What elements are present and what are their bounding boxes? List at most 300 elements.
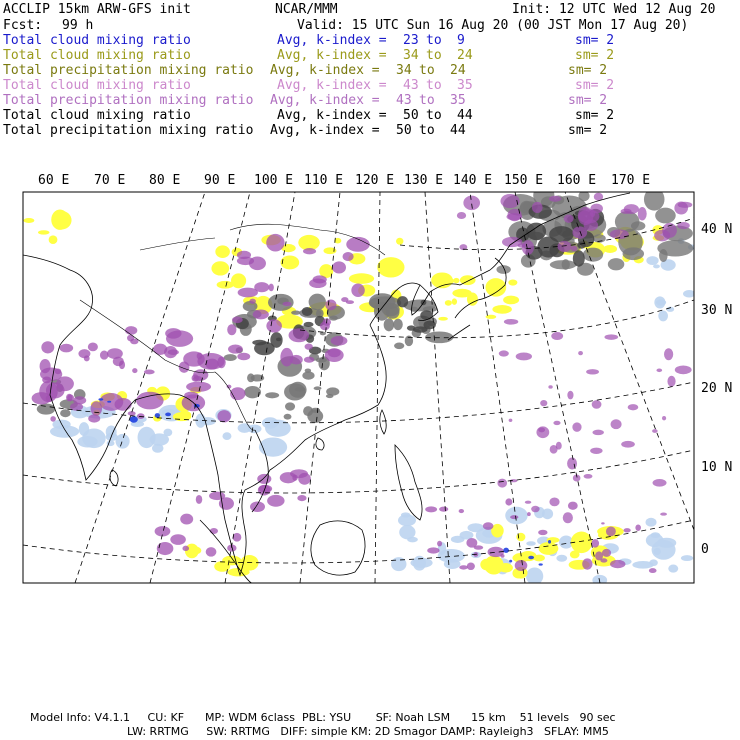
field-blob [654, 296, 665, 308]
field-blob [621, 441, 635, 448]
field-avg-label: Avg, k-index = [277, 78, 387, 93]
field-blob [459, 509, 464, 513]
field-name: Total precipitation mixing ratio [3, 63, 254, 78]
field-blob [91, 401, 102, 415]
field-blob [100, 351, 108, 360]
field-smoothing: sm= 2 [575, 48, 615, 63]
field-blob [304, 357, 314, 363]
field-blob [114, 398, 131, 411]
field-k-start: 34 [396, 63, 412, 78]
field-blob [549, 498, 559, 507]
field-k-start: 23 [403, 33, 419, 48]
field-blob [453, 278, 459, 283]
lon-label: 150 E [504, 173, 544, 188]
field-blob [578, 351, 583, 355]
field-blob [217, 410, 231, 422]
field-blob [556, 555, 567, 562]
field-blob [284, 414, 292, 420]
field-blob [567, 391, 573, 400]
field-blob [563, 512, 573, 523]
field-blob [137, 413, 145, 419]
model-info-line1: Model Info: V4.1.1 CU: KF MP: WDM 6class PBL: YSU SF: Noah LSM 15 km 51 levels 90 sec [30, 711, 616, 724]
field-blob [250, 502, 265, 512]
field-smoothing: sm= 2 [575, 33, 615, 48]
field-to: to [426, 48, 442, 63]
lon-label: 120 E [355, 173, 395, 188]
field-blob [590, 204, 603, 214]
field-blob [107, 401, 111, 403]
field-blob [427, 547, 439, 553]
field-blob [168, 349, 179, 355]
lon-label: 170 E [611, 173, 651, 188]
lat-label: 40 N [701, 222, 733, 237]
field-blob [604, 334, 618, 339]
field-blob [583, 248, 603, 262]
field-blob [247, 373, 255, 382]
field-blob [503, 548, 509, 553]
field-blob [396, 238, 403, 245]
field-blob [549, 196, 561, 202]
lon-label: 60 E [38, 173, 70, 188]
model-title: ACCLIP 15km ARW-GFS init [3, 2, 191, 17]
field-blob [657, 240, 693, 256]
field-blob [505, 498, 512, 505]
field-blob [646, 256, 658, 265]
field-blob [439, 507, 448, 512]
field-blob [394, 343, 404, 350]
field-blob [606, 527, 616, 537]
field-blob [504, 319, 518, 325]
lon-label: 80 E [149, 173, 181, 188]
field-blob [130, 416, 138, 422]
field-blob [192, 374, 199, 381]
field-blob [282, 302, 291, 306]
field-blob [155, 413, 160, 418]
field-blob [59, 344, 73, 353]
field-blob [88, 414, 100, 422]
field-blob [289, 328, 309, 342]
field-blob [459, 565, 468, 569]
field-smoothing: sm= 2 [568, 123, 608, 138]
field-blob [653, 479, 667, 487]
field-k-start: 50 [396, 123, 412, 138]
field-blob [270, 332, 282, 348]
field-blob [540, 400, 547, 406]
field-blob [50, 425, 79, 438]
field-k-start: 50 [403, 108, 419, 123]
field-blob [533, 555, 545, 562]
field-blob [650, 532, 660, 538]
field-blob [611, 419, 622, 429]
field-smoothing: sm= 2 [568, 93, 608, 108]
field-blob [474, 545, 484, 549]
field-blob [98, 398, 103, 400]
field-k-end: 35 [457, 78, 473, 93]
institution-label: NCAR/MMM [275, 2, 338, 17]
field-blob [567, 458, 577, 470]
field-blob [265, 392, 279, 398]
field-name: Total precipitation mixing ratio [3, 123, 254, 138]
field-blob [556, 442, 562, 450]
field-blob [510, 515, 518, 519]
field-blob [399, 525, 415, 539]
field-avg-label: Avg, k-index = [277, 33, 387, 48]
field-to: to [426, 33, 442, 48]
field-blob [531, 506, 539, 512]
field-blob [553, 421, 560, 425]
field-blob [313, 275, 327, 283]
field-blob [186, 382, 211, 392]
field-blob [305, 343, 313, 349]
field-blob [480, 559, 492, 570]
field-blob [66, 394, 72, 402]
field-blob [557, 241, 571, 252]
field-blob [681, 555, 693, 561]
field-name: Total cloud mixing ratio [3, 48, 191, 63]
field-blob [526, 541, 536, 546]
field-blob [668, 565, 678, 573]
field-blob [603, 245, 617, 253]
field-smoothing: sm= 2 [575, 78, 615, 93]
field-k-end: 24 [450, 63, 466, 78]
field-blob [515, 560, 528, 571]
field-blob [562, 259, 570, 270]
field-blob [635, 524, 641, 531]
field-blob [211, 261, 229, 275]
field-blob [542, 508, 553, 519]
field-avg-label: Avg, k-index = [277, 48, 387, 63]
field-blob [653, 264, 660, 268]
lon-label: 90 E [204, 173, 236, 188]
latitude-gridline [23, 450, 694, 493]
field-blob [539, 542, 559, 555]
field-blob [590, 448, 602, 454]
field-blob [311, 408, 321, 413]
field-blob [582, 558, 592, 569]
field-blob [60, 409, 71, 417]
field-to: to [426, 108, 442, 123]
field-k-end: 35 [450, 93, 466, 108]
lon-label: 140 E [453, 173, 493, 188]
field-blob [206, 547, 217, 556]
field-blob [662, 416, 666, 420]
lon-label: 160 E [557, 173, 597, 188]
field-blob [237, 353, 250, 361]
field-blob [522, 240, 534, 255]
field-blob [398, 514, 416, 526]
field-blob [656, 368, 662, 372]
field-blob [150, 433, 169, 445]
field-blob [584, 474, 593, 479]
field-to: to [419, 123, 435, 138]
field-blob [227, 324, 236, 335]
field-blob [217, 281, 234, 289]
field-blob [591, 539, 599, 548]
field-k-end: 24 [457, 48, 473, 63]
field-blob [572, 422, 581, 431]
field-blob [291, 310, 300, 314]
field-blob [657, 538, 676, 548]
field-blob [170, 534, 186, 545]
field-smoothing: sm= 2 [575, 108, 615, 123]
field-blob [438, 317, 448, 321]
field-blob [231, 569, 238, 576]
field-avg-label: Avg, k-index = [277, 108, 387, 123]
field-blob [249, 299, 256, 304]
valid-time: Valid: 15 UTC Sun 16 Aug 20 (00 JST Mon 17 Aug 20) [297, 18, 689, 33]
field-blob [309, 294, 326, 310]
field-blob [538, 530, 547, 535]
field-blob [595, 551, 603, 560]
field-blob [165, 413, 171, 417]
field-blob [571, 246, 577, 251]
field-blob [573, 250, 585, 266]
field-blob [269, 284, 274, 292]
field-blob [79, 422, 89, 436]
field-blob [516, 352, 532, 360]
field-blob [377, 257, 404, 277]
field-blob [285, 402, 295, 410]
field-blob [463, 196, 480, 210]
field-k-end: 44 [450, 123, 466, 138]
field-blob [320, 322, 330, 331]
field-blob [507, 209, 521, 221]
field-blob [180, 514, 193, 525]
field-blob [144, 370, 155, 375]
lon-label: 100 E [254, 173, 294, 188]
field-blob [325, 299, 336, 310]
field-blob [610, 560, 625, 568]
field-blob [249, 256, 266, 270]
field-blob [210, 528, 218, 534]
lat-label: 20 N [701, 381, 733, 396]
forecast-label: Fcst: [3, 18, 43, 33]
field-k-start: 43 [403, 78, 419, 93]
field-blob [601, 522, 604, 524]
field-blob [467, 563, 475, 571]
forecast-hours: 99 h [62, 18, 94, 33]
field-blob [266, 319, 282, 332]
field-blob [664, 348, 673, 360]
lat-label: 0 [701, 542, 709, 557]
field-blob [304, 322, 314, 327]
field-blob [536, 426, 549, 438]
field-blob [503, 296, 519, 305]
field-blob [332, 261, 346, 273]
field-blob [374, 302, 390, 321]
field-blob [50, 416, 56, 422]
model-info-line2: LW: RRTMG SW: RRTMG DIFF: simple KM: 2D Smagor DAMP: Rayleigh3 SFLAY: MM5 [127, 725, 609, 738]
field-blob [289, 382, 307, 398]
field-blob [331, 336, 348, 346]
field-blob [445, 300, 452, 306]
field-blob [349, 273, 374, 284]
field-blob [259, 437, 287, 456]
field-blob [509, 560, 512, 563]
field-blob [351, 283, 364, 297]
field-blob [325, 348, 344, 362]
field-blob [526, 223, 546, 241]
field-blob [305, 369, 311, 373]
field-blob [232, 317, 243, 324]
field-k-end: 9 [457, 33, 465, 48]
field-blob [586, 369, 599, 374]
field-k-start: 43 [396, 93, 412, 108]
field-blob [628, 404, 639, 410]
field-blob [457, 212, 466, 219]
field-blob [253, 310, 269, 320]
field-blob [527, 512, 531, 516]
mixing-ratio-fields [23, 184, 695, 586]
field-blob [548, 385, 552, 388]
field-blob [238, 423, 252, 433]
field-blob [468, 523, 484, 532]
field-blob [127, 335, 134, 342]
field-blob [525, 501, 531, 504]
field-smoothing: sm= 2 [568, 63, 608, 78]
field-blob [658, 310, 668, 321]
lon-label: 70 E [94, 173, 126, 188]
field-blob [646, 518, 657, 527]
field-blob [224, 354, 237, 361]
field-blob [526, 567, 543, 584]
field-blob [608, 258, 624, 270]
field-blob [41, 341, 54, 353]
field-blob [397, 296, 408, 307]
field-blob [548, 540, 551, 544]
field-blob [516, 533, 525, 542]
field-avg-label: Avg, k-index = [270, 63, 380, 78]
field-blob [497, 479, 507, 488]
field-blob [638, 207, 647, 221]
field-blob [88, 342, 98, 351]
field-blob [125, 326, 137, 335]
field-blob [52, 211, 72, 229]
field-blob [532, 202, 543, 213]
field-blob [298, 473, 311, 485]
field-blob [652, 429, 658, 433]
field-blob [518, 243, 526, 247]
init-time: Init: 12 UTC Wed 12 Aug 20 [512, 2, 716, 17]
field-blob [425, 506, 437, 512]
field-blob [568, 502, 578, 510]
field-blob [153, 344, 167, 355]
lat-label: 10 N [701, 460, 733, 475]
field-blob [267, 495, 284, 507]
field-blob [257, 474, 271, 484]
field-blob [266, 234, 284, 252]
field-name: Total cloud mixing ratio [3, 108, 191, 123]
field-blob [40, 368, 62, 381]
field-blob [238, 288, 258, 298]
field-blob [303, 248, 316, 254]
field-blob [420, 310, 433, 320]
field-avg-label: Avg, k-index = [270, 123, 380, 138]
field-blob [217, 357, 225, 369]
field-blob [584, 219, 598, 230]
field-blob [341, 297, 348, 302]
field-blob [492, 305, 512, 314]
longitude-gridline [425, 192, 450, 583]
field-blob [38, 230, 50, 234]
field-blob [78, 349, 90, 358]
field-blob [644, 188, 665, 211]
field-blob [252, 340, 266, 346]
lon-label: 110 E [304, 173, 344, 188]
field-blob [592, 430, 604, 436]
field-blob [438, 549, 465, 563]
field-to: to [419, 93, 435, 108]
field-blob [437, 541, 442, 547]
field-blob [564, 214, 574, 222]
field-blob [157, 542, 174, 555]
field-blob [191, 547, 201, 554]
field-blob [452, 298, 457, 304]
field-blob [539, 563, 543, 565]
field-blob [602, 549, 611, 557]
field-blob [483, 522, 494, 530]
field-blob [649, 568, 657, 573]
lon-label: 130 E [404, 173, 444, 188]
field-blob [655, 208, 676, 224]
field-blob [660, 512, 667, 515]
field-blob [197, 353, 203, 360]
field-blob [196, 495, 203, 504]
field-blob [182, 546, 189, 551]
field-blob [119, 361, 125, 370]
field-blob [49, 235, 58, 244]
field-blob [623, 247, 644, 260]
field-blob [623, 528, 630, 532]
field-blob [624, 204, 639, 214]
field-blob [314, 386, 322, 390]
field-blob [222, 432, 231, 440]
field-blob [499, 350, 509, 356]
field-blob [675, 365, 692, 374]
field-blob [290, 355, 303, 365]
field-blob [37, 404, 56, 415]
field-blob [667, 376, 675, 387]
field-blob [500, 554, 504, 558]
field-blob [215, 245, 230, 258]
field-k-start: 34 [403, 48, 419, 63]
field-name: Total cloud mixing ratio [3, 33, 191, 48]
field-blob [654, 230, 670, 242]
field-blob [393, 319, 403, 330]
field-avg-label: Avg, k-index = [270, 93, 380, 108]
field-blob [632, 561, 653, 569]
field-blob [206, 359, 219, 370]
field-name: Total precipitation mixing ratio [3, 93, 254, 108]
lat-label: 30 N [701, 303, 733, 318]
field-blob [228, 345, 243, 354]
field-blob [452, 289, 471, 298]
field-blob [23, 218, 34, 223]
field-blob [551, 332, 563, 340]
field-blob [512, 555, 519, 561]
field-blob [485, 278, 506, 297]
field-blob [165, 328, 181, 339]
field-to: to [419, 63, 435, 78]
field-blob [508, 279, 517, 285]
field-blob [132, 368, 137, 373]
field-blob [674, 201, 688, 214]
field-blob [214, 561, 230, 572]
field-k-end: 44 [457, 108, 473, 123]
field-blob [592, 400, 602, 409]
field-blob [384, 318, 394, 331]
field-blob [528, 556, 534, 559]
